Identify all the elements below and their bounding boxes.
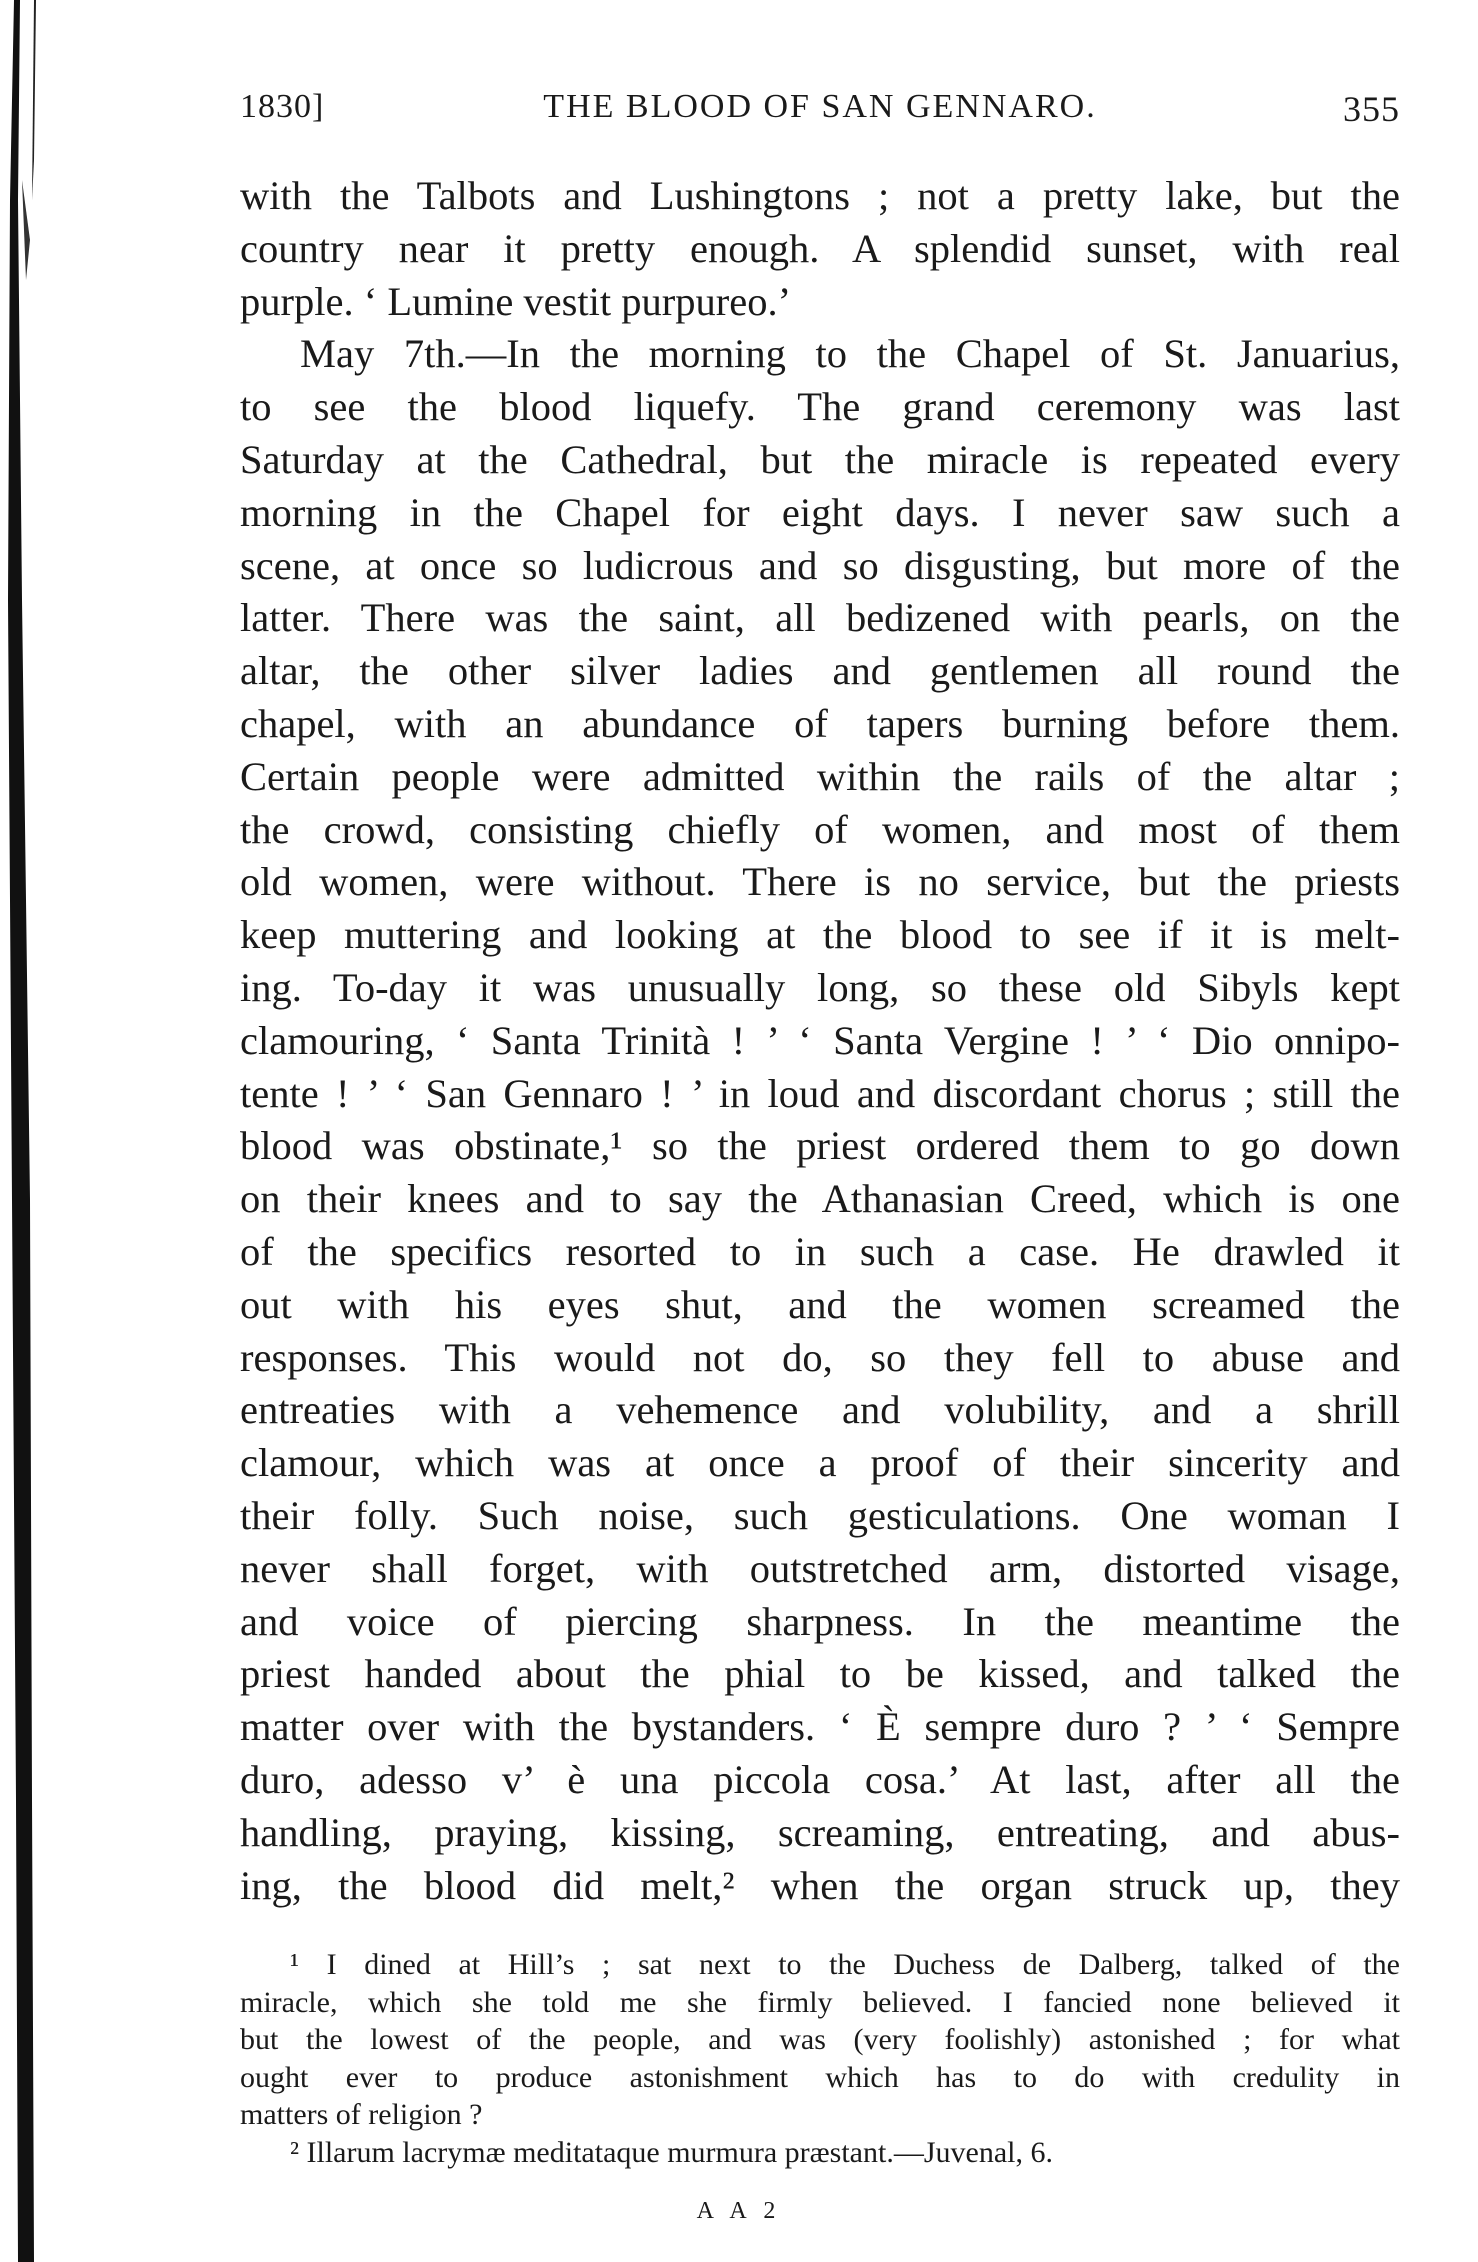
binding-edge-shadow xyxy=(0,0,46,2262)
text-line: old women, were without. There is no service, but the priests xyxy=(240,859,1400,905)
text-line: duro, adesso v’ è una piccola cosa.’ At last, after all the xyxy=(240,1756,1400,1802)
text-line: ing. To-day it was unusually long, so these old Sibyls kept xyxy=(240,964,1400,1010)
footnote-1-line: ought ever to produce astonishment which has to do with credulity in xyxy=(240,2060,1400,2094)
text-line: chapel, with an abundance of tapers burning before them. xyxy=(240,700,1400,746)
text-line: country near it pretty enough. A splendid sunset, with real xyxy=(240,225,1400,271)
text-line: matter over with the bystanders. ‘ È sempre duro ? ’ ‘ Sempre xyxy=(240,1704,1400,1750)
text-line-diary-entry: May 7th.—In the morning to the Chapel of St. Januarius, xyxy=(300,331,1400,377)
text-line: their folly. Such noise, such gesticulations. One woman I xyxy=(240,1492,1400,1538)
running-header xyxy=(240,88,1400,132)
footnote-1-line: but the lowest of the people, and was (very foolishly) astonished ; for what xyxy=(240,2023,1400,2056)
text-line: entreaties with a vehemence and volubility, and a shrill xyxy=(240,1387,1400,1433)
text-line: to see the blood liquefy. The grand ceremony was last xyxy=(240,384,1400,430)
header-title: THE BLOOD OF SAN GENNARO. xyxy=(543,88,1097,125)
footnote-1-line: miracle, which she told me she firmly believed. I fancied none believed it xyxy=(240,1985,1400,2019)
text-line: handling, praying, kissing, screaming, entreating, and abus- xyxy=(240,1809,1400,1855)
text-line: and voice of piercing sharpness. In the meantime the xyxy=(240,1598,1400,1644)
text-line: Certain people were admitted within the rails of the altar ; xyxy=(240,753,1400,799)
footnotes xyxy=(240,1946,1400,2171)
text-line: with the Talbots and Lushingtons ; not a pretty lake, but the xyxy=(240,173,1400,218)
text-line: clamouring, ‘ Santa Trinità ! ’ ‘ Santa Vergine ! ’ ‘ Dio onnipo- xyxy=(240,1017,1400,1063)
text-line: latter. There was the saint, all bedizened with pearls, on the xyxy=(240,595,1400,641)
text-line: never shall forget, with outstretched arm, distorted visage, xyxy=(240,1545,1400,1591)
text-line: out with his eyes shut, and the women screamed the xyxy=(240,1281,1400,1327)
text-line: tente ! ’ ‘ San Gennaro ! ’ in loud and discordant chorus ; still the xyxy=(240,1070,1400,1116)
footnote-1-line: matters of religion ? xyxy=(240,2098,483,2131)
text-line: on their knees and to say the Athanasian Creed, which is one xyxy=(240,1176,1400,1222)
footnote-2-line: ² Illarum lacrymæ meditataque murmura præstant.—Juvenal, 6. xyxy=(290,2135,1053,2169)
text-line: ing, the blood did melt,² when the organ struck up, they xyxy=(240,1862,1400,1908)
text-line: morning in the Chapel for eight days. I never saw such a xyxy=(240,489,1400,535)
text-line: of the specifics resorted to in such a case. He drawled it xyxy=(240,1228,1400,1274)
text-line: the crowd, consisting chiefly of women, and most of them xyxy=(240,806,1400,852)
text-line: keep muttering and looking at the blood to see if it is melt- xyxy=(240,912,1400,958)
main-text xyxy=(240,170,1400,1912)
text-line: purple. ‘ Lumine vestit purpureo.’ xyxy=(240,278,792,324)
page-number: 355 xyxy=(1343,89,1400,129)
text-line: altar, the other silver ladies and gentlemen all round the xyxy=(240,648,1400,694)
text-line: priest handed about the phial to be kissed, and talked the xyxy=(240,1651,1400,1697)
header-year: 1830] xyxy=(240,88,325,125)
footnote-1-line: ¹ I dined at Hill’s ; sat next to the Duchess de Dalberg, talked of the xyxy=(290,1948,1400,1981)
text-line: Saturday at the Cathedral, but the miracle is repeated every xyxy=(240,436,1400,482)
text-line: scene, at once so ludicrous and so disgusting, but more of the xyxy=(240,542,1400,588)
text-line: blood was obstinate,¹ so the priest ordered them to go down xyxy=(240,1123,1400,1169)
text-line: clamour, which was at once a proof of their sincerity and xyxy=(240,1440,1400,1486)
text-line: responses. This would not do, so they fell to abuse and xyxy=(240,1334,1400,1380)
printer-signature: A A 2 xyxy=(696,2198,782,2224)
